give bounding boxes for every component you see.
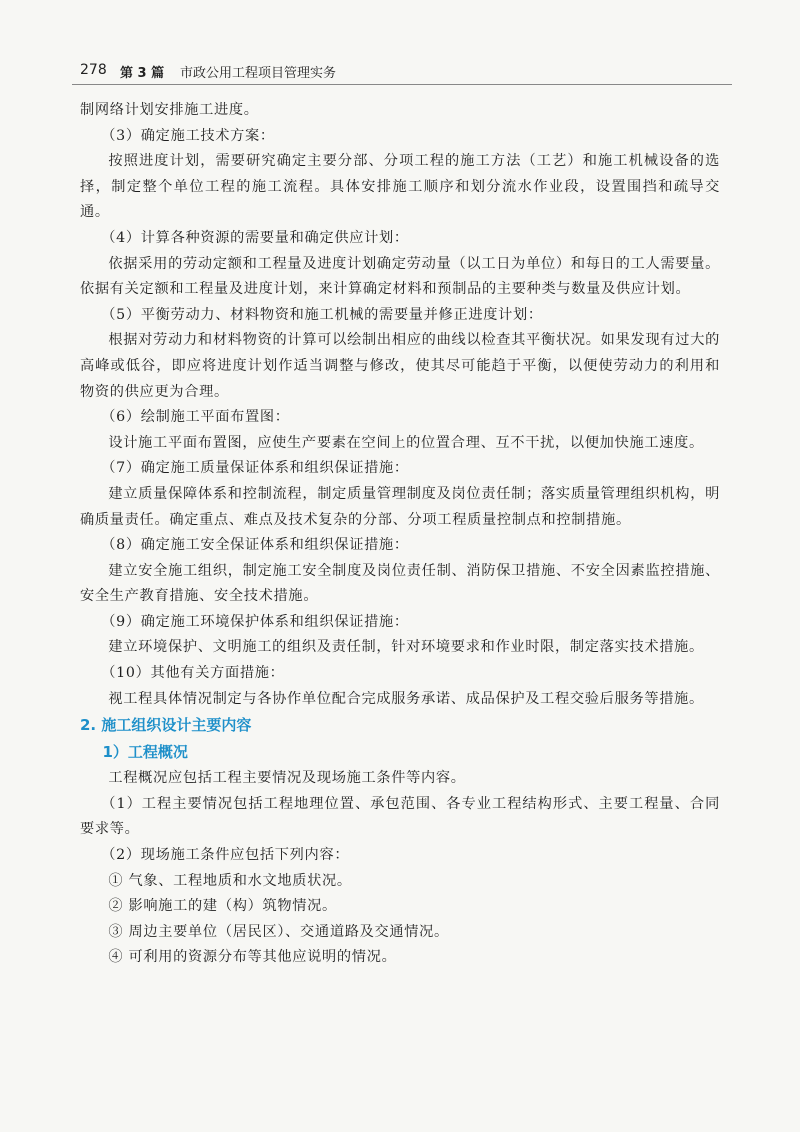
item-10-text: 视工程具体情况制定与各协作单位配合完成服务承诺、成品保护及工程交验后服务等措施。	[108, 690, 704, 707]
overview-item-2: （2）现场施工条件应包括下列内容：	[101, 847, 350, 864]
section-heading: 2. 施工组织设计主要内容	[80, 716, 252, 735]
item-4-title: （4）计算各种资源的需要量和确定供应计划：	[101, 229, 409, 246]
part-title: 市政公用工程项目管理实务	[180, 66, 337, 81]
page-number: 278	[80, 62, 107, 78]
running-header	[0, 56, 800, 86]
item-3-text: 按照进度计划，需要研究确定主要分部、分项工程的施工方法（工艺）和施工机械设备的选择，制定整个单位工程的施工流程。具体安排施工顺序和划分流水作业段，设置围挡和疏导交通。	[80, 153, 720, 221]
overview-item-1: （1）工程主要情况包括工程地理位置、承包范围、各专业工程结构形式、主要工程量、合同要求等。	[80, 795, 720, 838]
item-5-title: （5）平衡劳动力、材料物资和施工机械的需要量并修正进度计划：	[101, 306, 543, 323]
item-8-title: （8）确定施工安全保证体系和组织保证措施：	[101, 537, 409, 554]
item-4-text: 依据采用的劳动定额和工程量及进度计划确定劳动量（以工日为单位）和每日的工人需要量。依据有关定额和工程量及进度计划，来计算确定材料和预制品的主要种类与数量及供应计划。	[80, 255, 720, 298]
header-divider	[72, 84, 732, 85]
subsection-heading: 1）工程概况	[102, 743, 188, 762]
item-9-title: （9）确定施工环境保护体系和组织保证措施：	[101, 613, 409, 630]
paragraph-continuation: 制网络计划安排施工进度。	[80, 102, 259, 118]
item-3-title: （3）确定施工技术方案：	[101, 127, 275, 144]
item-7-title: （7）确定施工质量保证体系和组织保证措施：	[101, 460, 409, 477]
page-body	[80, 98, 720, 971]
condition-item: ③ 周边主要单位（居民区）、交通道路及交通情况。	[108, 923, 449, 940]
part-label: 第 3 篇	[120, 66, 165, 81]
item-9-text: 建立环境保护、文明施工的组织及责任制，针对环境要求和作业时限，制定落实技术措施。	[108, 639, 704, 656]
item-6-title: （6）绘制施工平面布置图：	[101, 409, 290, 426]
overview-text: 工程概况应包括工程主要情况及现场施工条件等内容。	[108, 770, 466, 787]
condition-item: ④ 可利用的资源分布等其他应说明的情况。	[108, 949, 397, 966]
item-8-text: 建立安全施工组织，制定施工安全制度及岗位责任制、消防保卫措施、不安全因素监控措施、安全生产教育措施、安全技术措施。	[80, 562, 720, 605]
item-6-text: 设计施工平面布置图，应使生产要素在空间上的位置合理、互不干扰，以便加快施工速度。	[108, 434, 704, 451]
item-5-text: 根据对劳动力和材料物资的计算可以绘制出相应的曲线以检查其平衡状况。如果发现有过大的高峰或低谷，即应将进度计划作适当调整与修改，使其尽可能趋于平衡，以便使劳动力的利用和物资的供应更为合理。	[80, 332, 720, 400]
item-7-text: 建立质量保障体系和控制流程，制定质量管理制度及岗位责任制；落实质量管理组织机构，明确质量责任。确定重点、难点及技术复杂的分部、分项工程质量控制点和控制措施。	[80, 485, 720, 528]
item-10-title: （10）其他有关方面措施：	[101, 665, 285, 682]
condition-item: ② 影响施工的建（构）筑物情况。	[108, 898, 337, 915]
condition-item: ① 气象、工程地质和水文地质状况。	[108, 872, 352, 889]
